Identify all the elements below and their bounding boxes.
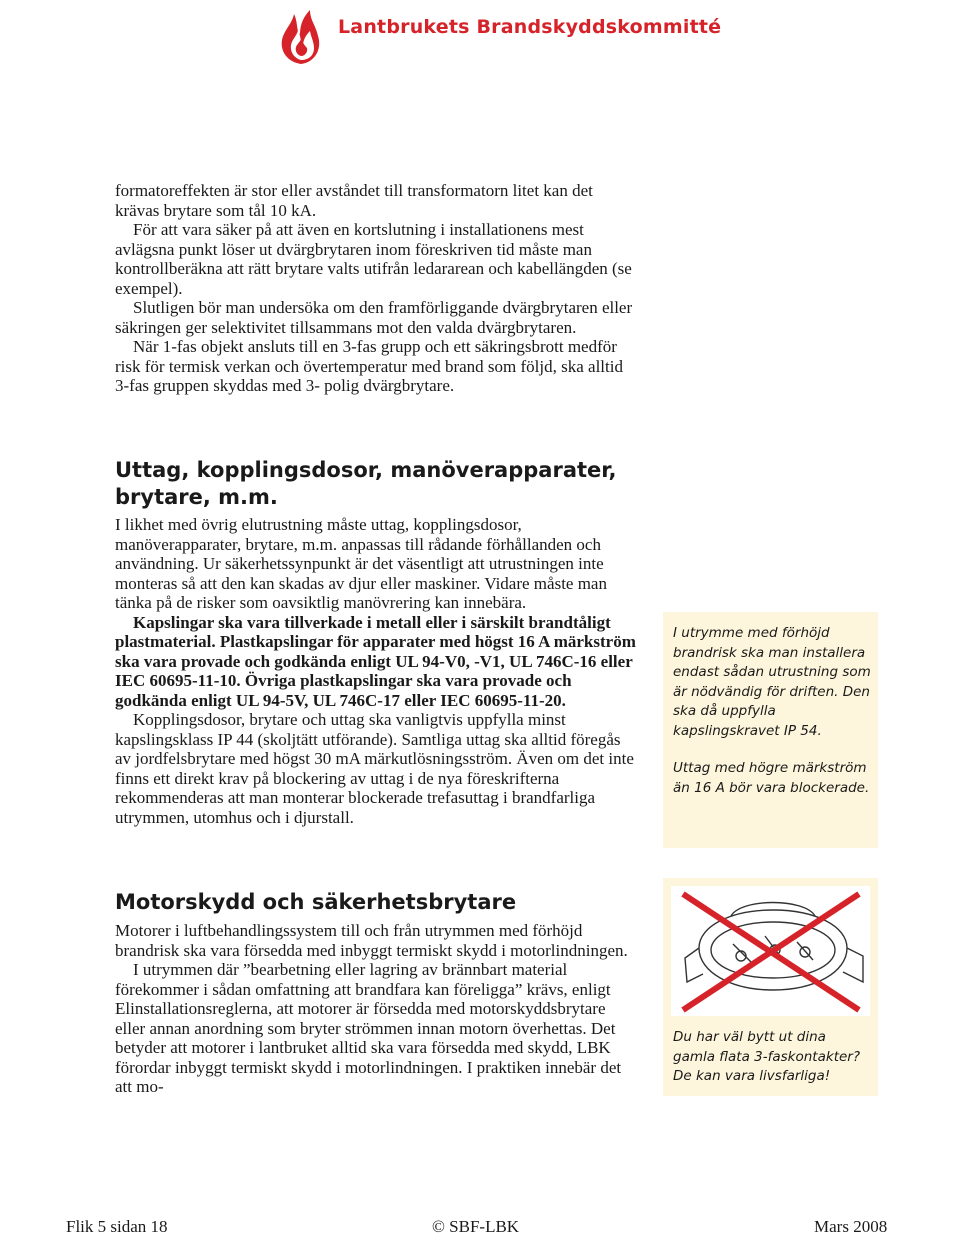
paragraph: formatoreffekten är stor eller avståndet till transformatorn litet kan det krävas brytare som tål 10 kA. bbox=[115, 181, 593, 220]
sidebar-note: Uttag med högre märkström än 16 A bör vara blockerade. bbox=[673, 760, 870, 796]
section-uttag-body bbox=[115, 515, 638, 827]
paragraph: För att vara säker på att även en kortslutning i installationens mest avlägsna punkt löser ut dvärgbrytaren inom föreskriven tid måste man kontrollberäkna att rätt brytare valts utifrån ledararean och kabellängden (se exempel). bbox=[115, 220, 632, 298]
sidebar-note-box bbox=[663, 612, 878, 848]
paragraph: Slutligen bör man undersöka om den framförliggande dvärgbrytaren eller säkringen ger selektivitet tillsammans mot den valda dvärgbrytaren. bbox=[115, 298, 633, 337]
organization-name: Lantbrukets Brandskyddskommitté bbox=[338, 16, 722, 38]
paragraph: I likhet med övrig elutrustning måste uttag, kopplingsdosor, manöverapparater, brytare, m.m. anpassas till rådande förhållanden och användning. Ur säkerhetssynpunkt är det väsentligt att utrustningen inte monteras så att den kan skadas av djur eller maskiner. Vidare måste man tänka på de risker som oavsiktlig manövrering kan innebära. bbox=[115, 515, 607, 612]
footer-page-number: Flik 5 sidan 18 bbox=[66, 1217, 168, 1236]
bold-paragraph: Kapslingar ska vara tillverkade i metall eller i särskilt brandtåligt plastmaterial. Plastkapslingar för apparater med högst 16 A märkström ska vara provade och godkända enligt UL 94-V0, -V1, UL 746C-16 eller IEC 60695-11-10. Övriga plastkapslingar ska vara provade och godkända enligt UL 94-5V, UL 746C-17 eller IEC 60695-11-20. bbox=[115, 612, 636, 710]
section-motor-body bbox=[115, 921, 638, 1097]
intro-text bbox=[115, 181, 638, 396]
image-caption-box bbox=[663, 878, 878, 1096]
section-heading-uttag: Uttag, kopplingsdosor, manöverapparater, brytare, m.m. bbox=[115, 458, 617, 509]
paragraph: I utrymmen där ”bearbetning eller lagring av brännbart material förekommer i sådan omfattning att brandfara kan föreligga” krävs, enligt Elinstallationsreglerna, att motorer är försedda med motorskyddsbrytare eller annan anordning som bryter strömmen innan motorn överhettas. Det betyder att motorer i lantbruket alltid ska vara försedda med skydd, LBK förordar inbyggt termiskt skydd i motorlindningen. I praktiken innebär det att mo- bbox=[115, 960, 622, 1096]
paragraph: Motorer i luftbehandlingssystem till och från utrymmen med förhöjd brandrisk ska vara försedda med inbyggt termiskt skydd i motorlindningen. bbox=[115, 921, 628, 960]
sidebar-note: I utrymme med förhöjd brandrisk ska man installera endast sådan utrustning som är nödvändig för driften. Den ska då uppfylla kapslingskravet IP 54. bbox=[673, 625, 871, 739]
section-heading-motor: Motorskydd och säkerhetsbrytare bbox=[115, 890, 517, 914]
footer-date: Mars 2008 bbox=[814, 1217, 888, 1236]
paragraph: Kopplingsdosor, brytare och uttag ska vanligtvis uppfylla minst kapslingsklass IP 44 (skoljtätt utförande). Samtliga uttag ska alltid föregås av jordfelsbrytare med högst 30 mA märkutlösningsström. Även om det inte finns ett direkt krav på blockering av uttag i de nya föreskrifterna rekommenderas att man monterar blockerade trefasuttag i brandfarliga utrymmen, utomhus och i djurstall. bbox=[115, 710, 634, 827]
image-caption: Du har väl bytt ut dina gamla flata 3-faskontakter? De kan vara livsfarliga! bbox=[673, 1029, 861, 1084]
page-header bbox=[0, 0, 960, 70]
paragraph: När 1-fas objekt ansluts till en 3-fas grupp och ett säkringsbrott medför risk för termisk verkan och övertemperatur med brand som följd, ska alltid 3-fas gruppen skyddas med 3- polig dvärgbrytare. bbox=[115, 337, 623, 395]
crossed-out-plug-illustration bbox=[671, 886, 870, 1016]
footer-copyright: © SBF-LBK bbox=[432, 1217, 520, 1236]
page-footer bbox=[0, 1217, 960, 1241]
flame-logo-icon bbox=[270, 4, 332, 66]
